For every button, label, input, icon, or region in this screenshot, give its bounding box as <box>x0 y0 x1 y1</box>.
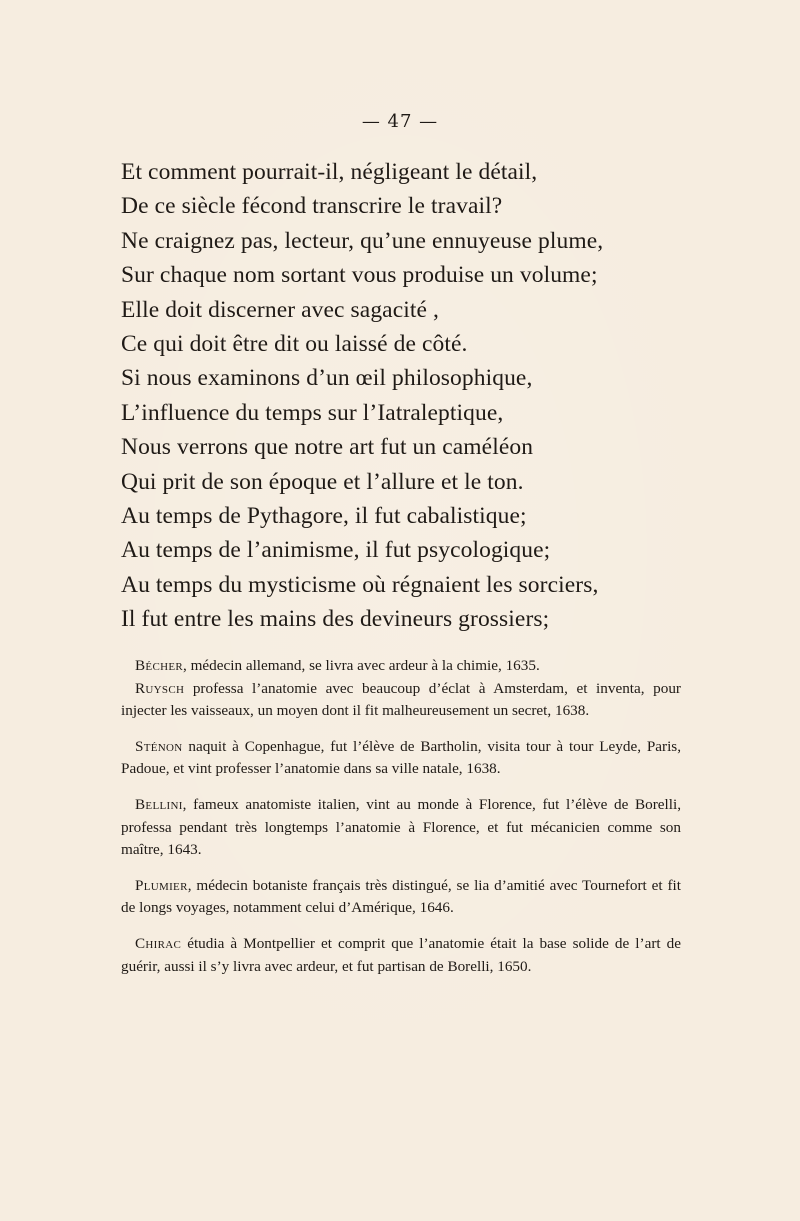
footnote-name: Chirac <box>135 934 182 952</box>
footnote-name: Bécher <box>135 657 183 674</box>
poem-line: Et comment pourrait-il, négligeant le détail, <box>121 159 538 185</box>
footnote-text: , médecin allemand, se livra avec ardeur à la chimie, 1635. <box>183 657 540 674</box>
footnote-text: professa l’anatomie avec beaucoup d’éclat à Amsterdam, et inventa, pour injecter les vaisseaux, un moyen dont il fit malheureusement un secret, 1638. <box>121 679 681 720</box>
poem-block <box>121 155 641 637</box>
footnote-plumier <box>121 875 681 920</box>
footnote-stenon <box>121 736 681 781</box>
footnote-text: étudia à Montpellier et comprit que l’anatomie était la base solide de l’art de guérir, aussi il s’y livra avec ardeur, et fut partisan de Borelli, 1650. <box>121 934 681 975</box>
footnote-ruysch <box>121 678 681 723</box>
poem-line: Si nous examinons d’un œil philosophique, <box>121 365 533 392</box>
footnote-name: Sténon <box>135 737 183 755</box>
footnote-name: Ruysch <box>135 679 185 697</box>
footnote-name: Bellini <box>135 795 183 813</box>
poem-line: Nous verrons que notre art fut un caméléon <box>121 434 534 461</box>
poem-line: Qui prit de son époque et l’allure et le ton. <box>121 468 524 495</box>
poem-line: Sur chaque nom sortant vous produise un volume; <box>121 262 598 289</box>
poem-line: Elle doit discerner avec sagacité , <box>121 296 439 323</box>
page-number: — 47 — <box>361 111 439 132</box>
footnote-chirac <box>121 933 681 978</box>
poem-line: Au temps de Pythagore, il fut cabalistique; <box>121 503 527 530</box>
footnotes-block <box>121 655 681 991</box>
footnote-text: , fameux anatomiste italien, vint au monde à Florence, fut l’élève de Borelli, professa pendant très longtemps l’anatomie à Florence, et fut mécanicien comme son maître, 1643. <box>121 795 681 859</box>
footnote-text: , médecin botaniste français très distingué, se lia d’amitié avec Tournefort et fit de longs voyages, notamment celui d’Amérique, 1646. <box>121 876 681 917</box>
poem-line: Au temps de l’animisme, il fut psycologique; <box>121 537 551 564</box>
poem-line: L’influence du temps sur l’Iatraleptique, <box>121 399 504 426</box>
footnote-becher <box>121 655 681 678</box>
poem-line: De ce siècle fécond transcrire le travail? <box>121 193 503 220</box>
poem-line: Ce qui doit être dit ou laissé de côté. <box>121 331 468 358</box>
footnote-name: Plumier <box>135 876 188 894</box>
poem-line: Au temps du mysticisme où régnaient les sorciers, <box>121 571 599 598</box>
poem-line: Il fut entre les mains des devineurs grossiers; <box>121 606 550 633</box>
footnote-text: naquit à Copenhague, fut l’élève de Bartholin, visita tour à tour Leyde, Paris, Padoue, et vint professer l’anatomie dans sa ville natale, 1638. <box>121 737 681 778</box>
footnote-bellini <box>121 794 681 862</box>
poem-line: Ne craignez pas, lecteur, qu’une ennuyeuse plume, <box>121 227 604 254</box>
